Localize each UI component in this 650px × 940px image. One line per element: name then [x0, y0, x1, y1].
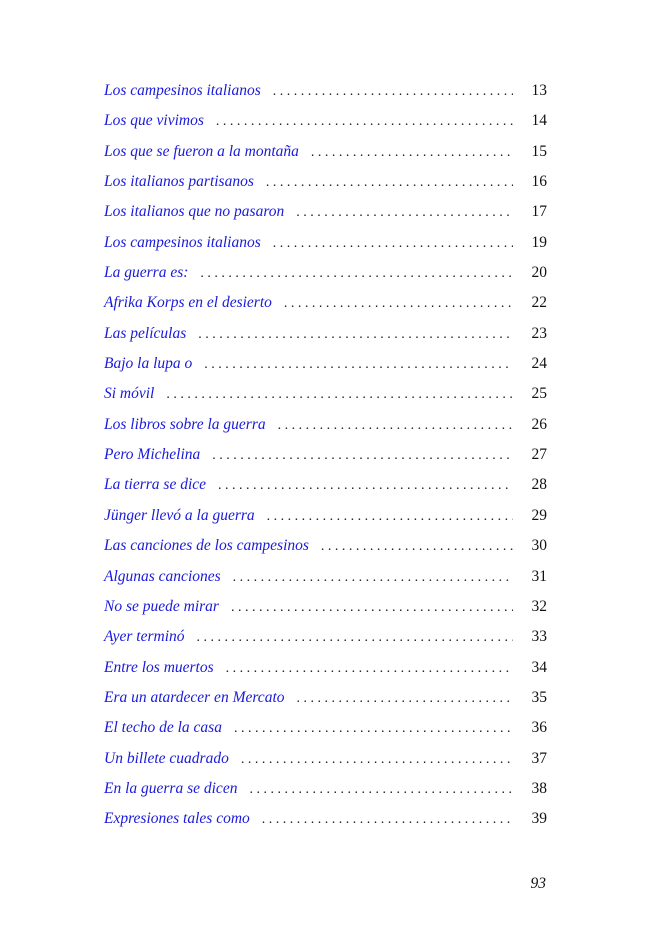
- dot-leader: [218, 478, 513, 494]
- toc-entry-link[interactable]: Los campesinos italianos: [104, 233, 261, 251]
- toc-entry-link[interactable]: La tierra se dice: [104, 476, 207, 494]
- toc-page-number: 24: [531, 355, 547, 373]
- toc-page-number: 27: [531, 446, 547, 464]
- toc-page-number: 28: [531, 476, 547, 494]
- toc-entry-link[interactable]: Algunas canciones: [104, 567, 221, 585]
- toc-entry: [104, 416, 547, 446]
- toc-entry: [104, 780, 547, 810]
- toc-entry: [104, 628, 547, 658]
- toc-page-number: 25: [531, 385, 547, 403]
- toc-page-number: 31: [531, 567, 547, 585]
- dot-leader: [197, 630, 514, 646]
- dot-leader: [234, 721, 513, 737]
- toc-entry: [104, 264, 547, 294]
- toc-entry-link[interactable]: El techo de la casa: [104, 719, 222, 737]
- dot-leader: [204, 357, 513, 373]
- toc-page-number: 14: [531, 112, 547, 130]
- toc-entry-link[interactable]: Los que se fueron a la montaña: [104, 142, 299, 160]
- toc-entry: [104, 294, 547, 324]
- toc-entry: [104, 112, 547, 142]
- toc-entry: [104, 234, 547, 264]
- dot-leader: [241, 752, 513, 768]
- toc-entry: [104, 82, 547, 112]
- toc-page-number: 26: [531, 415, 547, 433]
- dot-leader: [198, 327, 513, 343]
- dot-leader: [226, 661, 513, 677]
- toc-entry-link[interactable]: Los italianos partisanos: [104, 173, 254, 191]
- toc-entry: [104, 659, 547, 689]
- toc-page-number: 36: [531, 719, 547, 737]
- toc-page-number: 29: [531, 506, 547, 524]
- toc-entry-link[interactable]: Pero Michelina: [104, 446, 201, 464]
- dot-leader: [249, 782, 513, 798]
- toc-entry-link[interactable]: Era un atardecer en Mercato: [104, 688, 285, 706]
- toc-entry-link[interactable]: En la guerra se dicen: [104, 779, 238, 797]
- dot-leader: [216, 114, 513, 130]
- toc-page-number: 23: [531, 324, 547, 342]
- dot-leader: [231, 600, 513, 616]
- toc-entry: [104, 355, 547, 385]
- toc-page-number: 37: [531, 749, 547, 767]
- toc-entry-link[interactable]: Ayer terminó: [104, 628, 185, 646]
- toc-page-number: 13: [531, 82, 547, 99]
- toc-page-number: 20: [531, 264, 547, 282]
- dot-leader: [284, 296, 513, 312]
- toc-entry-link[interactable]: Afrika Korps en el desierto: [104, 294, 272, 312]
- toc-page-number: 15: [531, 142, 547, 160]
- toc-entry: [104, 568, 547, 598]
- toc-entry: [104, 446, 547, 476]
- dot-leader: [212, 448, 513, 464]
- toc-entry-link[interactable]: Los italianos que no pasaron: [104, 203, 285, 221]
- dot-leader: [267, 509, 513, 525]
- toc-entry-link[interactable]: Las canciones de los campesinos: [104, 537, 309, 555]
- toc-page-number: 17: [531, 203, 547, 221]
- toc-entry: [104, 537, 547, 567]
- toc-page-number: 30: [531, 537, 547, 555]
- toc-entry-link[interactable]: Los libros sobre la guerra: [104, 415, 266, 433]
- dot-leader: [200, 266, 513, 282]
- dot-leader: [311, 145, 513, 161]
- toc-entry-link[interactable]: No se puede mirar: [104, 597, 219, 615]
- toc-entry: [104, 750, 547, 780]
- dot-leader: [273, 84, 513, 100]
- toc-page-number: 38: [531, 779, 547, 797]
- toc-entry-link[interactable]: Las películas: [104, 324, 187, 342]
- toc-entry-link[interactable]: Los campesinos italianos: [104, 82, 261, 99]
- toc-page-number: 33: [531, 628, 547, 646]
- dot-leader: [273, 236, 513, 252]
- dot-leader: [266, 175, 513, 191]
- toc-page-number: 39: [531, 810, 547, 828]
- toc-page-number: 35: [531, 688, 547, 706]
- toc-entry: [104, 598, 547, 628]
- toc-entry: [104, 476, 547, 506]
- toc-entry: [104, 203, 547, 233]
- toc-entry-link[interactable]: Expresiones tales como: [104, 810, 250, 828]
- toc-entry-link[interactable]: Bajo la lupa o: [104, 355, 193, 373]
- toc-entry-link[interactable]: Jünger llevó a la guerra: [104, 506, 255, 524]
- toc-entry-link[interactable]: Si móvil: [104, 385, 155, 403]
- dot-leader: [296, 205, 513, 221]
- toc-page-number: 32: [531, 597, 547, 615]
- toc-page-number: 19: [531, 233, 547, 251]
- toc-entry-link[interactable]: La guerra es:: [104, 264, 189, 282]
- toc-page-number: 16: [531, 173, 547, 191]
- toc-entry: [104, 689, 547, 719]
- toc-entry: [104, 173, 547, 203]
- toc-page-number: 34: [531, 658, 547, 676]
- toc-entry: [104, 810, 547, 840]
- dot-leader: [166, 387, 513, 403]
- dot-leader: [321, 539, 513, 555]
- toc-entry: [104, 507, 547, 537]
- dot-leader: [233, 570, 513, 586]
- dot-leader: [297, 691, 514, 707]
- toc-entry-link[interactable]: Un billete cuadrado: [104, 749, 229, 767]
- dot-leader: [278, 418, 513, 434]
- toc-entry: [104, 385, 547, 415]
- table-of-contents: [104, 82, 547, 841]
- page-number: 93: [530, 875, 546, 892]
- toc-page-number: 22: [531, 294, 547, 312]
- toc-entry-link[interactable]: Los que vivimos: [104, 112, 204, 130]
- toc-entry: [104, 325, 547, 355]
- toc-entry-link[interactable]: Entre los muertos: [104, 658, 214, 676]
- toc-entry: [104, 719, 547, 749]
- toc-entry: [104, 143, 547, 173]
- dot-leader: [262, 812, 513, 828]
